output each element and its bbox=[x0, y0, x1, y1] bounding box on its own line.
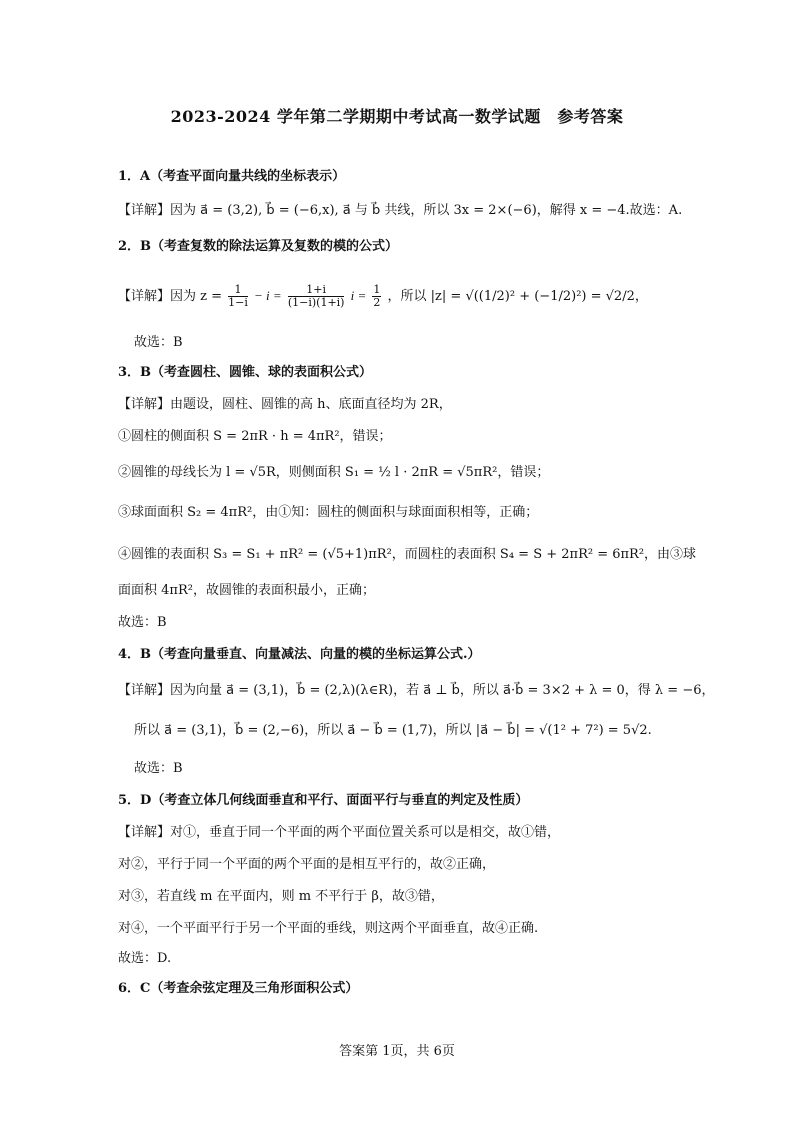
q5-detail-4: 对④，一个平面平行于另一个平面的垂线，则这两个平面垂直，故④正确. bbox=[118, 921, 539, 936]
q5-choose: 故选：D. bbox=[118, 951, 172, 966]
q2-detail-mid: ，所以 |z| = √((1/2)² + (−1/2)²) = √2/2， bbox=[387, 289, 648, 304]
q3-detail-5: 面面积 4πR²，故圆锥的表面积最小，正确； bbox=[118, 583, 375, 598]
q3-choose: 故选：B bbox=[118, 615, 167, 630]
q4-choose: 故选：B bbox=[134, 761, 183, 776]
q2-heading: 2．B（考查复数的除法运算及复数的模的公式） bbox=[118, 239, 399, 254]
q2-fraction-3: $\frac{1}{2}$ bbox=[373, 283, 381, 309]
q2-detail-prefix: 【详解】因为 z = bbox=[118, 289, 223, 304]
q4-detail-1: 【详解】因为向量 a⃗ = (3,1)，b⃗ = (2,λ)(λ∈R)，若 a⃗ ⊥ b⃗，所以 a⃗·b⃗ = 3×2 + λ = 0，得 λ = −6， bbox=[118, 683, 715, 698]
q3-detail-2: ②圆锥的母线长为 l = √5R，则侧面积 S₁ = ½ l · 2πR = √5πR²，错误； bbox=[118, 465, 550, 480]
q5-detail-3: 对③，若直线 m 在平面内，则 m 不平行于 β，故③错， bbox=[118, 889, 444, 904]
q1-detail: 【详解】因为 a⃗ = (3,2), b⃗ = (−6,x), a⃗ 与 b⃗ 共线，所以 3x = 2×(−6)，解得 x = −4.故选：A. bbox=[118, 203, 683, 218]
page-title: 2023-2024 学年第二学期期中考试高一数学试题 参考答案 bbox=[170, 107, 624, 126]
q2-choose: 故选：B bbox=[134, 335, 183, 350]
q2-fraction-2: $\frac{1+i}{(1-i)(1+i)}$ bbox=[287, 283, 345, 309]
q3-heading: 3．B（考查圆柱、圆锥、球的表面积公式） bbox=[118, 365, 373, 380]
page-footer: 答案第 1页，共 6页 bbox=[339, 1044, 455, 1059]
q3-detail-1: ①圆柱的侧面积 S = 2πR · h = 4πR²，错误； bbox=[118, 429, 392, 444]
q6-heading: 6．C（考查余弦定理及三角形面积公式） bbox=[118, 981, 359, 996]
q5-heading: 5．D（考查立体几何线面垂直和平行、面面平行与垂直的判定及性质） bbox=[118, 793, 529, 808]
q2-detail: 【详解】因为 z = $\frac{1}{1-i}$ − i = $\frac{1+i}{(1-i)(1+i)}$ i = $\frac{1}{2}$ ，所以 |z| = √((1/2)² + (−1/2)²) = √2/2， bbox=[118, 283, 648, 309]
q4-detail-2: 所以 a⃗ = (3,1)，b⃗ = (2,−6)，所以 a⃗ − b⃗ = (1,7)，所以 |a⃗ − b⃗| = √(1² + 7²) = 5√2. bbox=[134, 723, 652, 738]
q3-detail-0: 【详解】由题设，圆柱、圆锥的高 h、底面直径均为 2R， bbox=[118, 397, 452, 412]
q2-fraction-1: $\frac{1}{1-i}$ bbox=[228, 283, 248, 309]
q5-detail-2: 对②，平行于同一个平面的两个平面的是相互平行的，故②正确， bbox=[118, 857, 496, 872]
q1-heading: 1．A（考查平面向量共线的坐标表示） bbox=[118, 169, 346, 184]
q3-detail-3: ③球面面积 S₂ = 4πR²，由①知：圆柱的侧面积与球面面积相等，正确； bbox=[118, 505, 539, 520]
q3-detail-4: ④圆锥的表面积 S₃ = S₁ + πR² = (√5+1)πR²，而圆柱的表面积 S₄ = S + 2πR² = 6πR²，由③球 bbox=[118, 547, 697, 562]
q4-heading: 4．B（考查向量垂直、向量减法、向量的模的坐标运算公式.） bbox=[118, 647, 481, 662]
q5-detail-1: 【详解】对①，垂直于同一个平面的两个平面位置关系可以是相交，故①错， bbox=[118, 825, 561, 840]
